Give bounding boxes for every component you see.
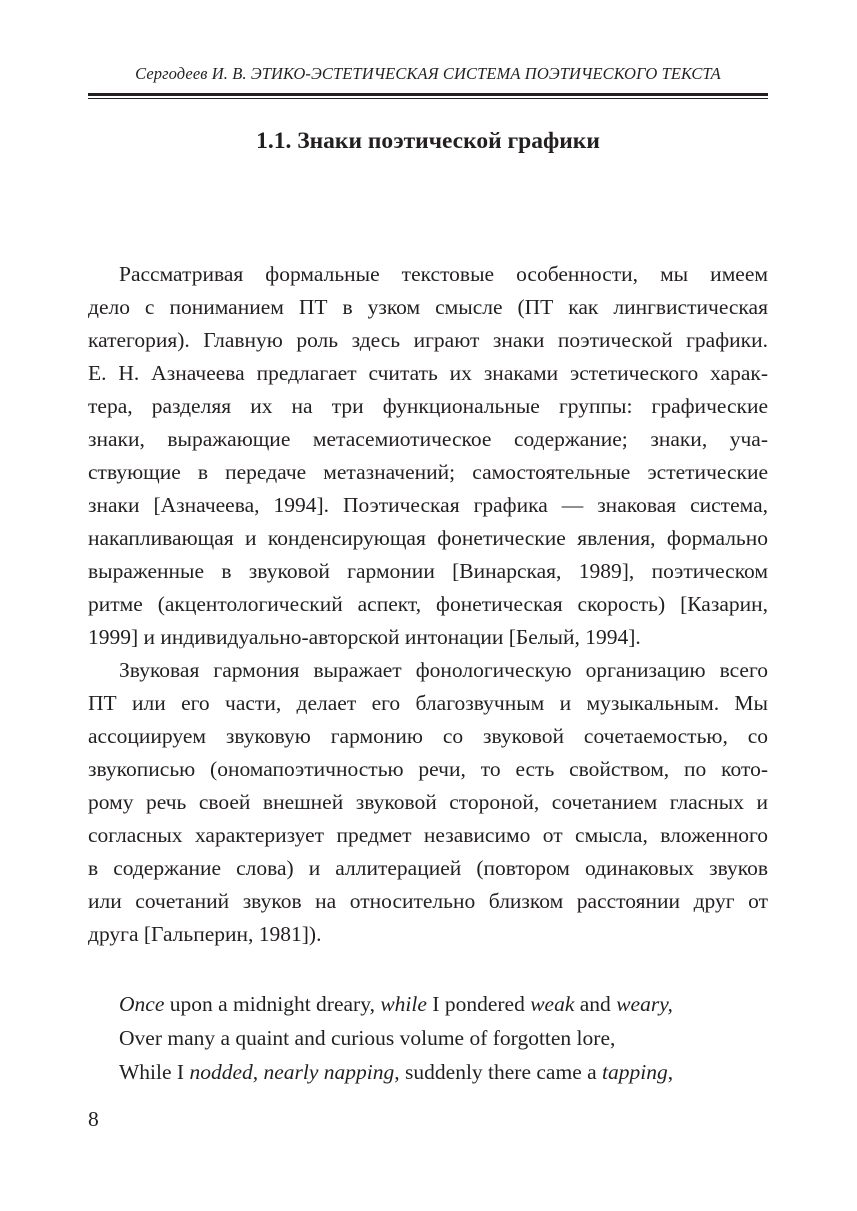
- header-rule-thin: [88, 98, 768, 99]
- text-line: ПТ или его части, делает его благозвучным и музыкальным. Мы: [88, 691, 768, 715]
- verse-quote: [119, 987, 673, 1089]
- body-text: [88, 258, 768, 951]
- text-line: рому речь своей внешней звуковой стороной, сочетанием гласных и: [88, 790, 768, 814]
- section-title: 1.1. Знаки поэтической графики: [256, 128, 600, 154]
- verse-text: upon a midnight dreary,: [164, 992, 381, 1016]
- text-line: в содержание слова) и аллитерацией (повтором одинаковых звуков: [88, 856, 768, 880]
- text-line: друга [Гальперин, 1981]).: [88, 922, 322, 946]
- text-line: или сочетаний звуков на относительно близком расстоянии друг от: [88, 889, 768, 913]
- paragraph-2: [88, 654, 768, 951]
- text-line: звукописью (ономапоэтичностью речи, то есть свойством, по кото-: [88, 757, 768, 781]
- verse-text: ,: [667, 1060, 674, 1084]
- text-line: ствующие в передаче метазначений; самостоятельные эстетические: [88, 460, 768, 484]
- verse-italic: weary,: [616, 992, 673, 1016]
- verse-text: , suddenly there came a: [394, 1060, 603, 1084]
- verse-italic: weak: [530, 992, 575, 1016]
- verse-text: I pondered: [426, 992, 531, 1016]
- verse-italic: tapping: [602, 1060, 668, 1084]
- verse-italic: nodded, nearly napping: [189, 1060, 395, 1084]
- text-line: согласных характеризует предмет независимо от смысла, вложенного: [88, 823, 768, 847]
- page-number: 8: [88, 1107, 99, 1131]
- paragraph-1: [88, 258, 768, 654]
- verse-text: While I: [119, 1060, 190, 1084]
- verse-italic: Once: [119, 992, 165, 1016]
- verse-line-3: [119, 1055, 673, 1089]
- text-line: выраженные в звуковой гармонии [Винарская, 1989], поэтическом: [88, 559, 768, 583]
- text-line: Рассматривая формальные текстовые особенности, мы имеем: [119, 262, 768, 286]
- verse-line-1: [119, 987, 673, 1021]
- text-line: 1999] и индивидуально-авторской интонации [Белый, 1994].: [88, 625, 641, 649]
- text-line: категория). Главную роль здесь играют знаки поэтической графики.: [88, 328, 768, 352]
- text-line: знаки, выражающие метасемиотическое содержание; знаки, уча-: [88, 427, 768, 451]
- text-line: Звуковая гармония выражает фонологическую организацию всего: [119, 658, 768, 682]
- verse-text: and: [574, 992, 617, 1016]
- header-rule-thick: [88, 93, 768, 96]
- text-line: тера, разделяя их на три функциональные группы: графические: [88, 394, 768, 418]
- text-line: Е. Н. Азначеева предлагает считать их знаками эстетического харак-: [88, 361, 768, 385]
- text-line: накапливающая и конденсирующая фонетические явления, формально: [88, 526, 768, 550]
- text-line: дело с пониманием ПТ в узком смысле (ПТ как лингвистическая: [88, 295, 768, 319]
- verse-italic: while: [380, 992, 427, 1016]
- text-line: знаки [Азначеева, 1994]. Поэтическая графика — знаковая система,: [88, 493, 768, 517]
- text-line: ассоциируем звуковую гармонию со звуковой сочетаемостью, со: [88, 724, 768, 748]
- text-line: ритме (акцентологический аспект, фонетическая скорость) [Казарин,: [88, 592, 768, 616]
- running-head: Сергодеев И. В. ЭТИКО-ЭСТЕТИЧЕСКАЯ СИСТЕМА ПОЭТИЧЕСКОГО ТЕКСТА: [135, 64, 721, 83]
- verse-line-2: Over many a quaint and curious volume of forgotten lore,: [119, 1026, 616, 1050]
